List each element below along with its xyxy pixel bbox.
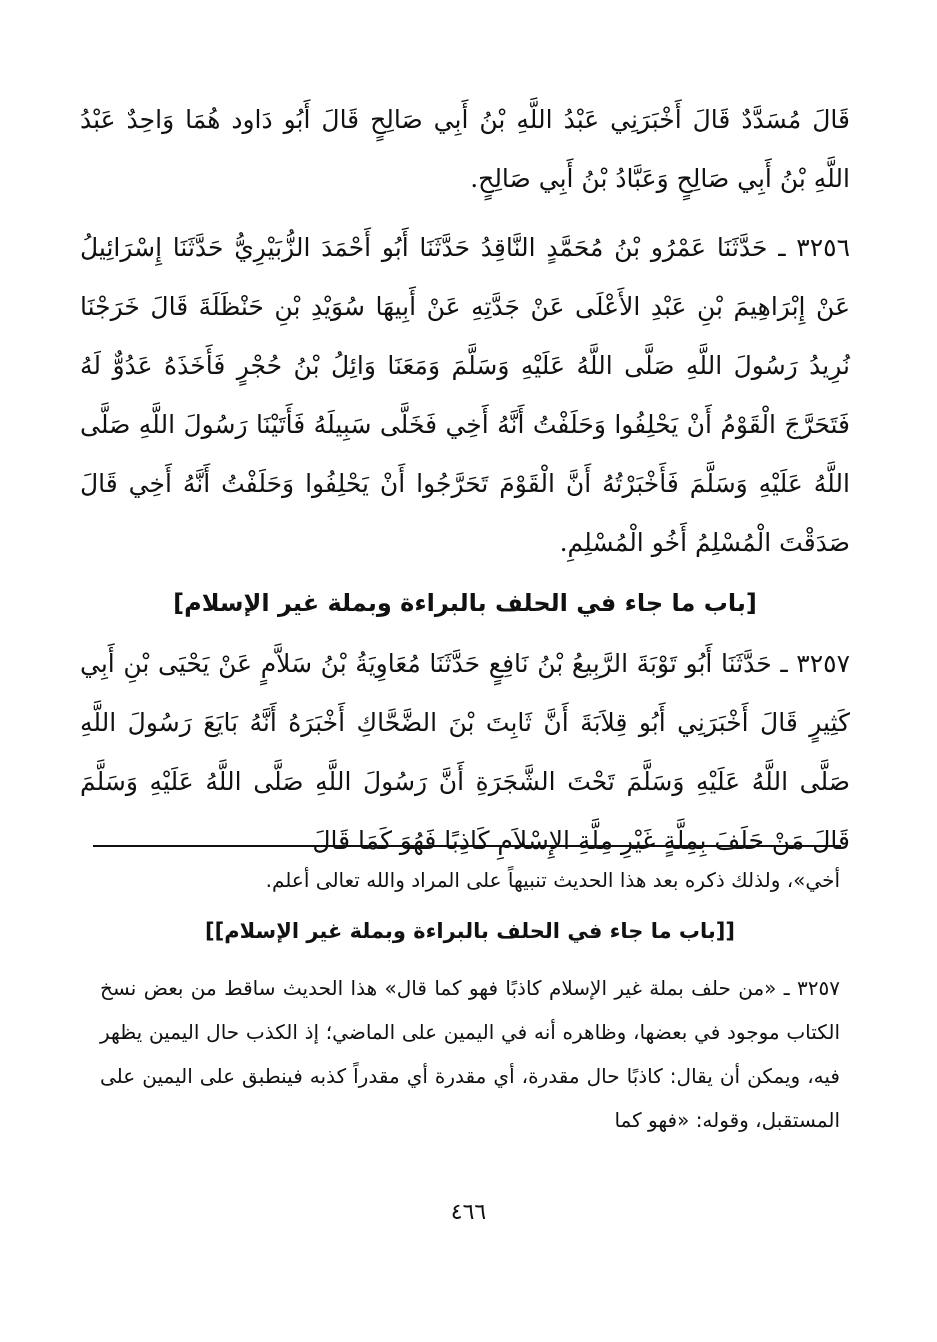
commentary-continuation: أخي»، ولذلك ذكره بعد هذا الحديث تنبيهاً على المراد والله تعالى أعلم. xyxy=(265,868,840,892)
intro-paragraph: قَالَ مُسَدَّدٌ قَالَ أَخْبَرَنِي عَبْدُ اللَّهِ بْنُ أَبِي صَالِحٍ قَالَ أَبُو دَاود هُمَا وَاحِدٌ عَبْدُ اللَّهِ بْنُ أَبِي صَالِحٍ وَعَبَّادُ بْنُ أَبِي صَالِحٍ. xyxy=(80,105,850,193)
main-text xyxy=(80,90,850,870)
commentary-chapter-heading: [[باب ما جاء في الحلف بالبراءة وبملة غير الإسلام]] xyxy=(205,919,735,943)
page-number: ٤٦٦ xyxy=(450,1200,487,1225)
footnote-divider xyxy=(93,845,841,847)
commentary-section xyxy=(100,858,840,1142)
hadith-3257: ٣٢٥٧ ـ حَدَّثَنَا أَبُو تَوْبَةَ الرَّبِيعُ بْنُ نَافِعٍ حَدَّثَنَا مُعَاوِيَةُ بْنُ سَلاَّمٍ عَنْ يَحْيَى بْنِ أَبِي كَثِيرٍ قَالَ أَخْبَرَنِي أَبُو قِلاَبَةَ أَنَّ ثَابِتَ بْنَ الضَّحَّاكِ أَخْبَرَهُ أَنَّهُ بَايَعَ رَسُولَ اللَّهِ صَلَّى اللَّهُ عَلَيْهِ وَسَلَّمَ تَحْتَ الشَّجَرَةِ أَنَّ رَسُولَ اللَّهِ صَلَّى اللَّهُ عَلَيْهِ وَسَلَّمَ قَالَ مَنْ حَلَفَ بِمِلَّةٍ غَيْرِ مِلَّةِ الإِسْلاَمِ كَاذِبًا فَهُوَ كَمَا قَالَ xyxy=(80,649,850,855)
chapter-heading: [باب ما جاء في الحلف بالبراءة وبملة غير الإسلام] xyxy=(173,589,757,617)
commentary-3257: ٣٢٥٧ ـ «من حلف بملة غير الإسلام كاذبًا فهو كما قال» هذا الحديث ساقط من بعض نسخ الكتاب موجود في بعضها، وظاهره أنه في اليمين على الماضي؛ إذ الكذب حال اليمين يظهر فيه، ويمكن أن يقال: كاذبًا حال مقدرة، أي مقدرة أي مقدراً كذبه فينطبق على اليمين على المستقبل، وقوله: «فهو كما xyxy=(100,976,840,1132)
hadith-3256: ٣٢٥٦ ـ حَدَّثَنَا عَمْرُو بْنُ مُحَمَّدٍ النَّاقِدُ حَدَّثَنَا أَبُو أَحْمَدَ الزُّبَيْرِيُّ حَدَّثَنَا إِسْرَائِيلُ عَنْ إِبْرَاهِيمَ بْنِ عَبْدِ الأَعْلَى عَنْ جَدَّتِهِ عَنْ أَبِيهَا سُوَيْدِ بْنِ حَنْظَلَةَ قَالَ خَرَجْنَا نُرِيدُ رَسُولَ اللَّهِ صَلَّى اللَّهُ عَلَيْهِ وَسَلَّمَ وَمَعَنَا وَائِلُ بْنُ حُجْرٍ فَأَخَذَهُ عَدُوٌّ لَهُ فَتَحَرَّجَ الْقَوْمُ أَنْ يَحْلِفُوا وَحَلَفْتُ أَنَّهُ أَخِي فَخَلَّى سَبِيلَهُ فَأَتَيْنَا رَسُولَ اللَّهِ صَلَّى اللَّهُ عَلَيْهِ وَسَلَّمَ فَأَخْبَرْتُهُ أَنَّ الْقَوْمَ تَحَرَّجُوا أَنْ يَحْلِفُوا وَحَلَفْتُ أَنَّهُ أَخِي قَالَ صَدَقْتَ الْمُسْلِمُ أَخُو الْمُسْلِمِ. xyxy=(80,233,850,557)
